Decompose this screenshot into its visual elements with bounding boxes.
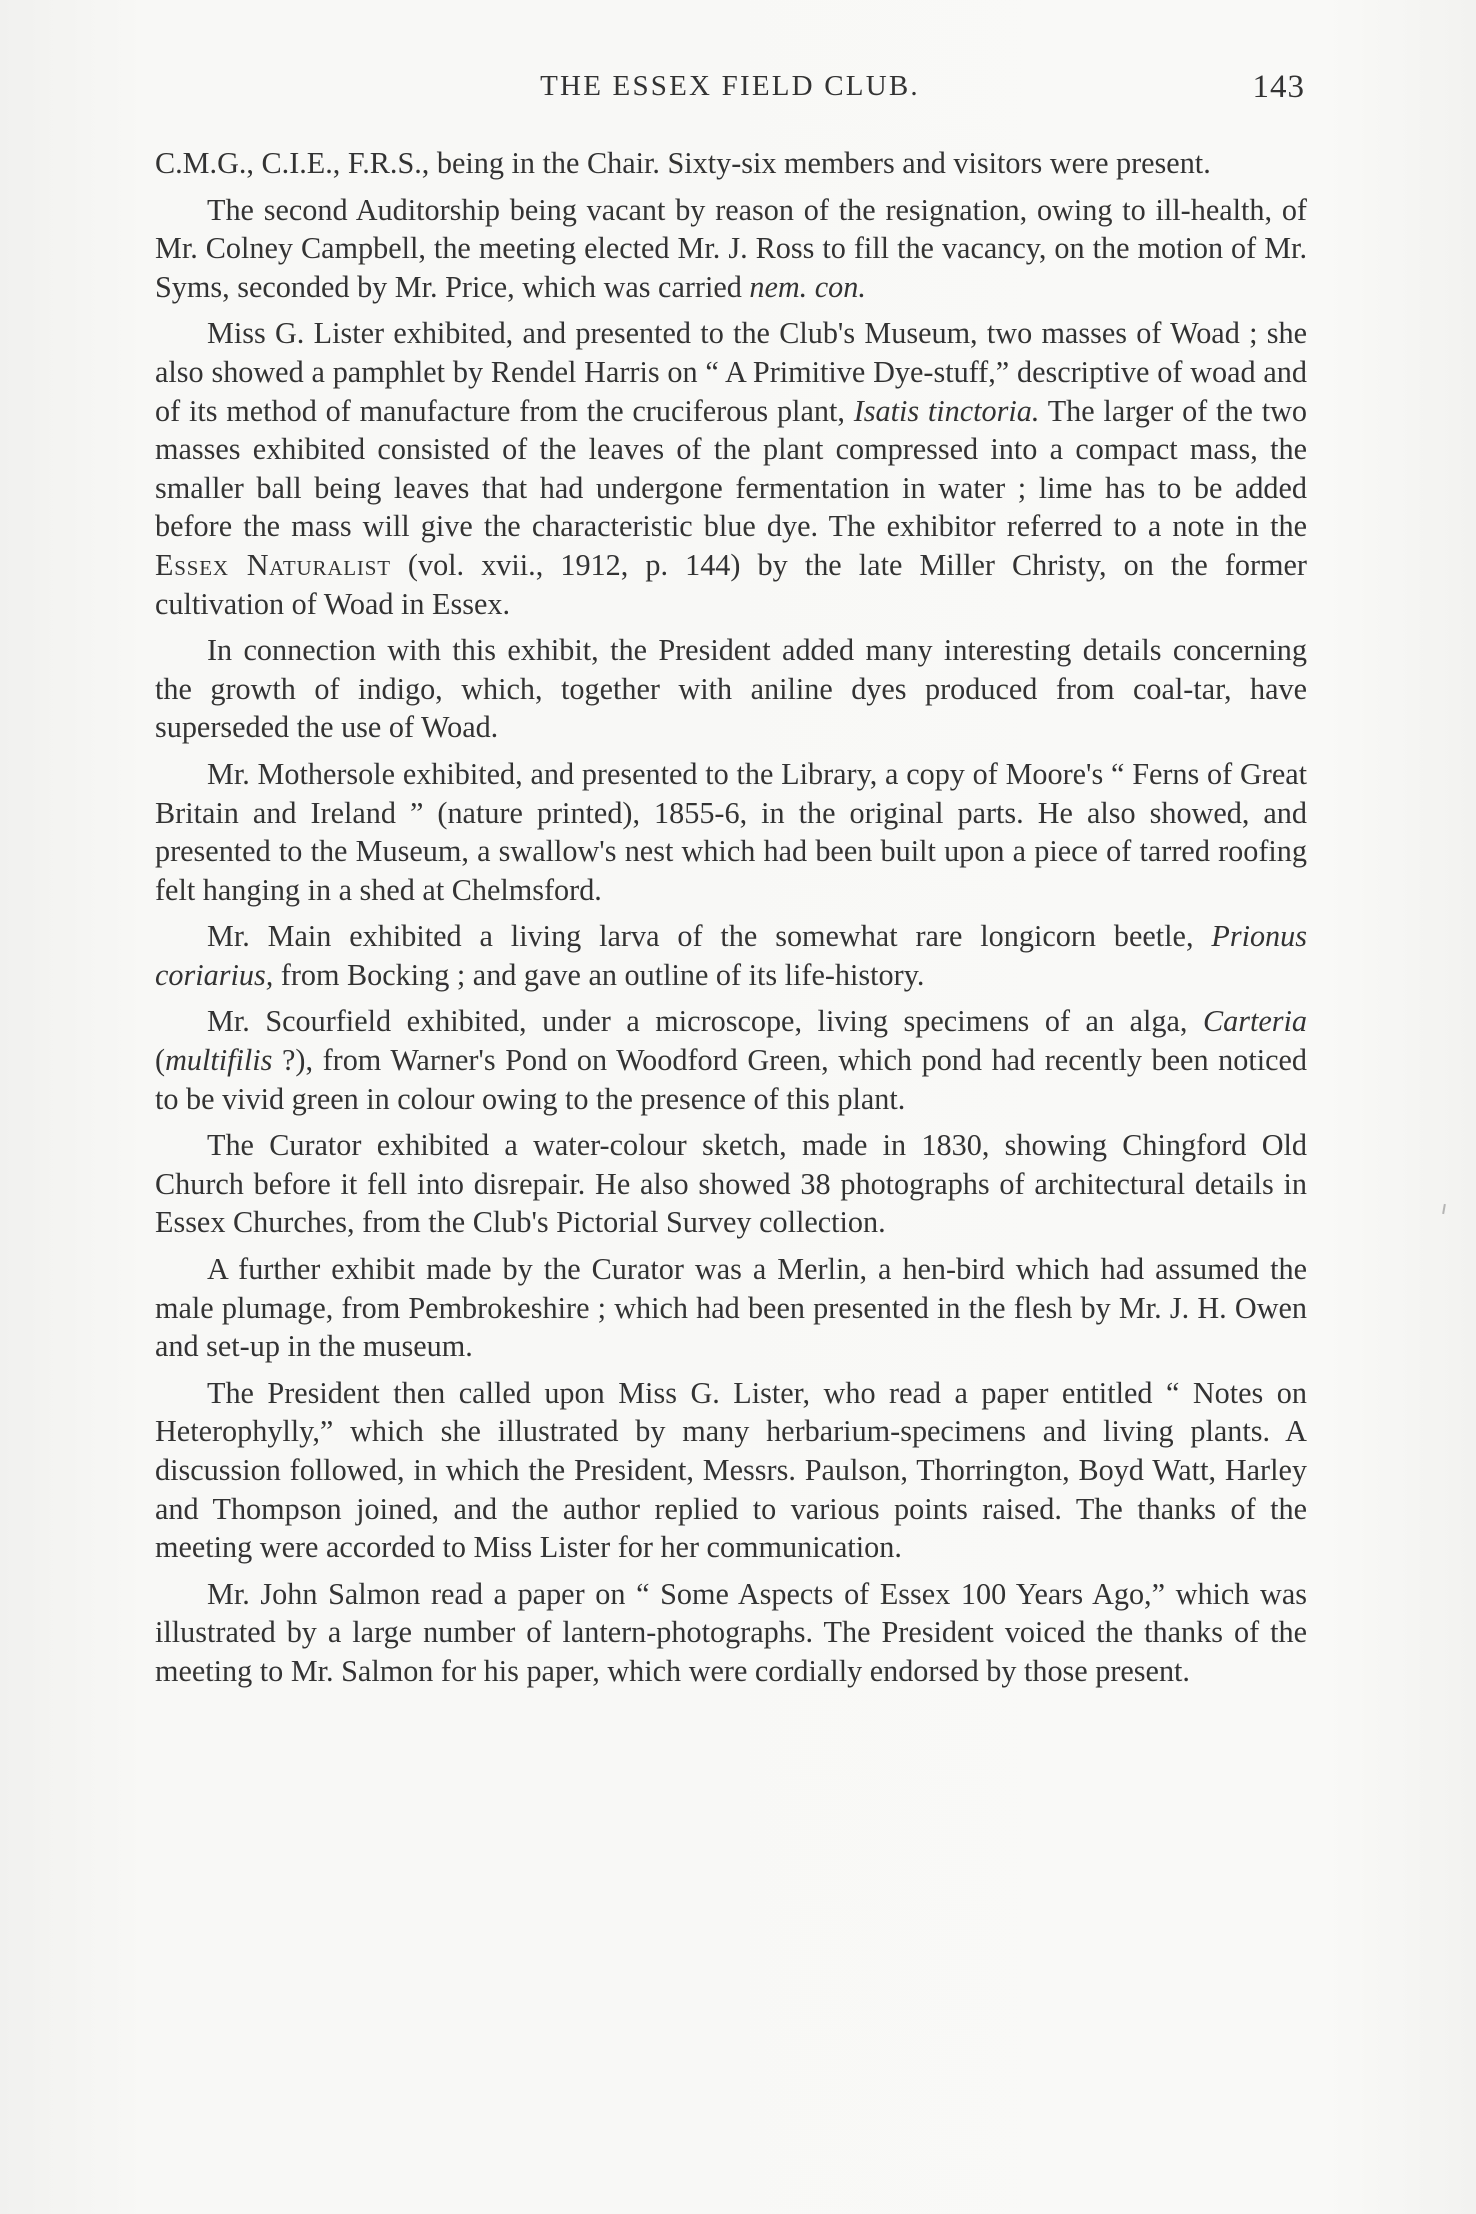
paragraph-segment: Miss G. Lister exhibited, and presented to the Club's Museum, two masses of Woad ; she also showed a pamphlet by Rendel Harris on “ A Primitive Dye-stuff,” descriptive of woad and of its method of manufacture from the cruciferous plant, bbox=[155, 316, 1307, 428]
paragraph-chair bbox=[155, 144, 1307, 183]
paragraph-segment-italic: nem. con. bbox=[749, 269, 866, 304]
paragraph-segment-italic: multifilis bbox=[165, 1043, 273, 1078]
paragraph-segment: Mr. Scourfield exhibited, under a microscope, living specimens of an alga, bbox=[207, 1004, 1203, 1039]
paragraph-segment: from Bocking ; and gave an outline of its life-history. bbox=[273, 957, 925, 992]
paragraph-indigo bbox=[155, 631, 1307, 747]
paragraph-segment: (vol. xvii., 1912, p. 144) by the late Miller Christy, on the former cultivation of Woad in Essex. bbox=[155, 547, 1307, 621]
body-text bbox=[155, 144, 1307, 1691]
paragraph-segment: C.M.G., C.I.E., F.R.S., being in the Chair. Sixty-six members and visitors were present. bbox=[155, 146, 1211, 180]
paragraph-segment: Mr. John Salmon read a paper on “ Some Aspects of Essex 100 Years Ago,” which was illustrated by a large number of lantern-photographs. The President voiced the thanks of the meeting to Mr. Salmon for his paper, which were cordially endorsed by those present. bbox=[155, 1576, 1307, 1688]
paragraph-segment: The President then called upon Miss G. Lister, who read a paper entitled “ Notes on Heterophylly,” which she illustrated by many herbarium-specimens and living plants. A discussion followed, in which the President, Messrs. Paulson, Thorrington, Boyd Watt, Harley and Thompson joined, and the author replied to various points raised. The thanks of the meeting were accorded to Miss Lister for her communication. bbox=[155, 1375, 1307, 1565]
paragraph-segment-italic: Isatis tinctoria. bbox=[853, 393, 1040, 428]
paper-mark bbox=[1442, 1204, 1446, 1214]
paragraph-segment: The second Auditorship being vacant by reason of the resignation, owing to ill-health, of Mr. Colney Campbell, the meeting elected Mr. J. Ross to fill the vacancy, on the motion of Mr. Syms, seconded by Mr. Price, which was carried bbox=[155, 192, 1307, 304]
paragraph-merlin bbox=[155, 1250, 1307, 1366]
paragraph-segment: ?), from Warner's Pond on Woodford Green, which pond had recently been noticed to be vivid green in colour owing to the presence of this plant. bbox=[155, 1043, 1307, 1116]
paragraph-segment: Mr. Mothersole exhibited, and presented to the Library, a copy of Moore's “ Ferns of Great Britain and Ireland ” (nature printed), 1855-6, in the original parts. He also showed, and presented to the Museum, a swallow's nest which had been built upon a piece of tarred roofing felt hanging in a shed at Chelmsford. bbox=[155, 756, 1307, 907]
paragraph-segment: The larger of the two masses exhibited consisted of the leaves of the plant compressed into a compact mass, the smaller ball being leaves that had undergone fermentation in water ; lime has to be added before the mass will give the characteristic blue dye. The exhibitor referred to a note in the bbox=[155, 393, 1307, 544]
running-title: THE ESSEX FIELD CLUB. bbox=[540, 70, 920, 102]
paragraph-curator-sketch bbox=[155, 1126, 1307, 1242]
paragraph-segment: In connection with this exhibit, the President added many interesting details concerning the growth of indigo, which, together with aniline dyes produced from coal-tar, have superseded the use of Woad. bbox=[155, 633, 1307, 745]
paragraph-segment: The Curator exhibited a water-colour sketch, made in 1830, showing Chingford Old Church before it fell into disrepair. He also showed 38 photographs of architectural details in Essex Churches, from the Club's Pictorial Survey collection. bbox=[155, 1128, 1307, 1240]
paragraph-woad bbox=[155, 314, 1307, 623]
paragraph-mothersole bbox=[155, 755, 1307, 909]
paragraph-heterophylly bbox=[155, 1374, 1307, 1567]
paragraph-segment-small-caps: Essex Naturalist bbox=[155, 547, 391, 582]
page-number: 143 bbox=[1252, 69, 1305, 105]
paragraph-segment-italic: Prionus coriarius, bbox=[155, 919, 1307, 992]
paragraph-segment: A further exhibit made by the Curator was a Merlin, a hen-bird which had assumed the male plumage, from Pembrokeshire ; which had been presented in the flesh by Mr. J. H. Owen and set-up in the museum. bbox=[155, 1252, 1307, 1364]
paragraph-segment: ( bbox=[155, 1043, 166, 1078]
paragraph-segment: Mr. Main exhibited a living larva of the somewhat rare longicorn beetle, bbox=[207, 919, 1212, 954]
paragraph-scourfield bbox=[155, 1002, 1307, 1118]
paragraph-auditorship bbox=[155, 191, 1307, 307]
paragraph-salmon bbox=[155, 1575, 1307, 1691]
running-header bbox=[155, 70, 1305, 118]
paragraph-segment-italic: Carteria bbox=[1203, 1004, 1307, 1039]
paragraph-main bbox=[155, 917, 1307, 994]
